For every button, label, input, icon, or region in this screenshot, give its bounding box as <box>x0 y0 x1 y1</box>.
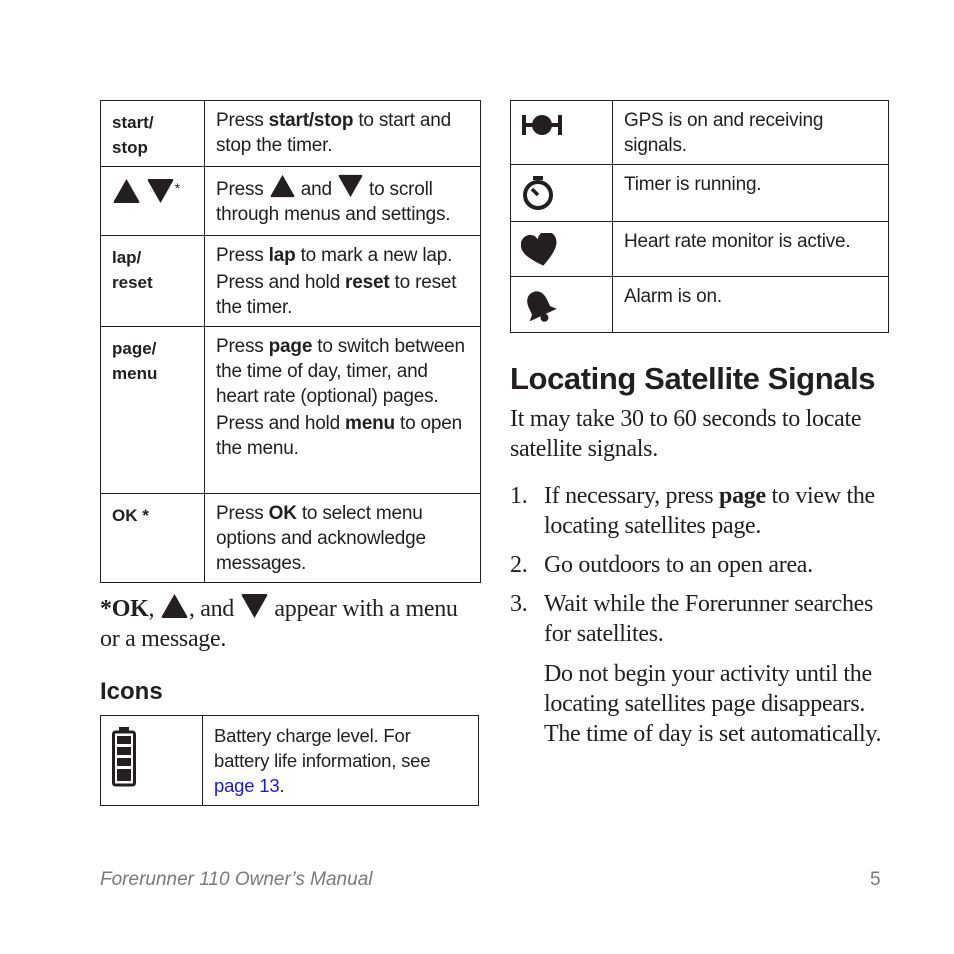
status-row <box>511 165 889 222</box>
step-item: 1. If necessary, press page to view the locating satellites page. <box>510 483 875 539</box>
section-title: Locating Satellite Signals <box>510 361 876 396</box>
key-row <box>101 101 481 167</box>
key-label: lap/ reset <box>101 236 205 327</box>
keys-table <box>100 100 481 583</box>
up-arrow-icon <box>269 174 296 198</box>
step-item: 3. Wait while the Forerunner searches for satellites. Do not begin your activity until the locating satellites page disappears. The time of day is set automatically. <box>510 589 905 749</box>
footer-page-number: 5 <box>870 869 881 890</box>
key-description: Press and to scroll through menus and settings. <box>216 174 472 227</box>
battery-row: Battery charge level. For battery life information, see page 13. <box>101 716 479 806</box>
up-arrow-icon <box>112 178 141 204</box>
keys-footnote: *OK, , and appear with a menu or a message. <box>100 593 480 654</box>
status-icons-table <box>510 100 889 333</box>
key-label: OK * <box>101 494 205 583</box>
icons-heading: Icons <box>100 678 163 705</box>
status-text: Timer is running. <box>613 165 889 222</box>
status-row <box>511 101 889 165</box>
status-row <box>511 222 889 277</box>
key-description: Press start/stop to start and stop the timer. <box>216 110 451 156</box>
key-row <box>101 327 481 494</box>
key-label: page/ menu <box>101 327 205 494</box>
heart-icon <box>521 233 559 267</box>
key-row: * Press and to scroll through menus and settings. <box>101 167 481 236</box>
footnote-ok: *OK <box>100 596 149 622</box>
key-label: start/ stop <box>101 101 205 167</box>
step-item: 2. Go outdoors to an open area. <box>510 552 813 578</box>
timer-icon <box>521 176 555 210</box>
key-description: Press OK to select menu options and acknowledge messages. <box>216 503 426 574</box>
battery-table <box>100 715 479 806</box>
footer-manual-title: Forerunner 110 Owner’s Manual <box>100 869 373 890</box>
down-arrow-icon <box>337 174 364 198</box>
key-description: Press lap to mark a new lap. <box>216 245 453 266</box>
key-description: Press and hold reset to reset the timer. <box>216 272 457 318</box>
key-row <box>101 236 481 327</box>
steps-list <box>510 481 905 758</box>
gps-icon <box>521 113 563 137</box>
status-text: Alarm is on. <box>613 277 889 333</box>
up-arrow-icon <box>160 593 189 619</box>
battery-text: Battery charge level. For battery life information, see <box>214 725 431 771</box>
step-note: Do not begin your activity until the locating satellites page disappears. The time of day is set automatically. <box>544 661 882 747</box>
page-13-link[interactable]: page 13 <box>214 775 280 796</box>
alarm-bell-icon <box>521 288 557 324</box>
status-text: Heart rate monitor is active. <box>613 222 889 277</box>
key-description: Press and hold menu to open the menu. <box>216 413 462 459</box>
battery-icon <box>112 727 136 787</box>
down-arrow-icon <box>240 593 269 619</box>
status-row <box>511 277 889 333</box>
status-text: GPS is on and receiving signals. <box>613 101 889 165</box>
key-row <box>101 494 481 583</box>
intro-paragraph: It may take 30 to 60 seconds to locate satellite signals. <box>510 406 862 462</box>
key-description: Press page to switch between the time of day, timer, and heart rate (optional) pages. <box>216 336 465 407</box>
down-arrow-icon <box>146 178 175 204</box>
